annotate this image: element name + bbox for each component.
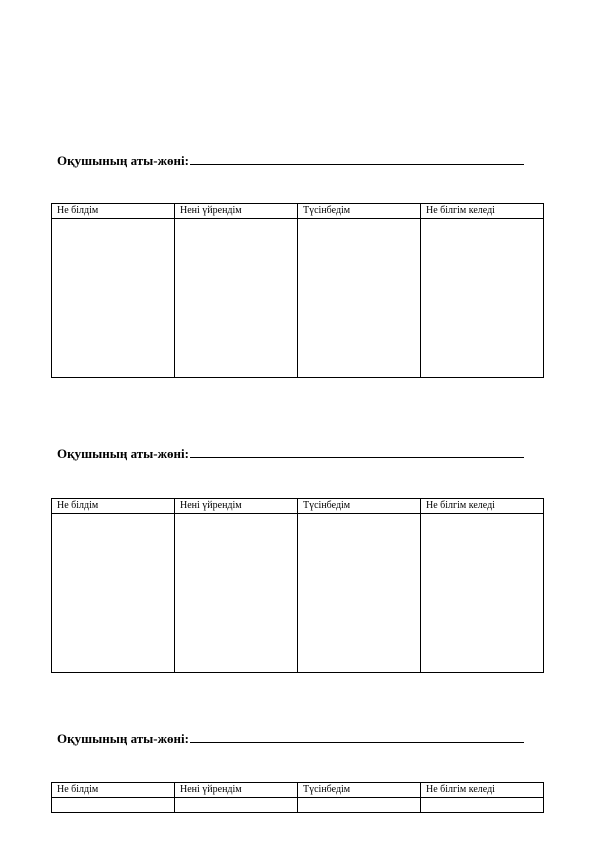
answer-cell[interactable]	[52, 219, 175, 378]
table-row	[52, 514, 544, 673]
answer-cell[interactable]	[52, 798, 175, 813]
answer-cell[interactable]	[421, 219, 544, 378]
answer-cell[interactable]	[175, 219, 298, 378]
column-header-didnt-understand: Түсінбедім	[298, 783, 421, 798]
column-header-what-i-knew: Не білдім	[52, 204, 175, 219]
student-name-blank[interactable]	[190, 730, 524, 743]
answer-cell[interactable]	[175, 798, 298, 813]
column-header-what-i-knew: Не білдім	[52, 499, 175, 514]
reflection-table-1	[51, 203, 544, 378]
student-name-blank[interactable]	[190, 152, 524, 165]
table-header-row	[52, 499, 544, 514]
reflection-table-2	[51, 498, 544, 673]
column-header-didnt-understand: Түсінбедім	[298, 499, 421, 514]
answer-cell[interactable]	[421, 514, 544, 673]
table-header-row	[52, 783, 544, 798]
student-name-label: Оқушының аты-жөні:	[57, 731, 189, 746]
answer-cell[interactable]	[298, 219, 421, 378]
answer-cell[interactable]	[421, 798, 544, 813]
student-name-label: Оқушының аты-жөні:	[57, 446, 189, 461]
student-name-line-2	[57, 445, 524, 462]
student-name-blank[interactable]	[190, 445, 524, 458]
column-header-what-i-learned: Нені үйрендім	[175, 783, 298, 798]
table-row	[52, 219, 544, 378]
column-header-what-i-knew: Не білдім	[52, 783, 175, 798]
reflection-table-3	[51, 782, 544, 813]
column-header-didnt-understand: Түсінбедім	[298, 204, 421, 219]
table-header-row	[52, 204, 544, 219]
answer-cell[interactable]	[298, 798, 421, 813]
student-name-line-1	[57, 152, 524, 169]
column-header-want-to-know: Не білгім келеді	[421, 499, 544, 514]
student-name-label: Оқушының аты-жөні:	[57, 153, 189, 168]
answer-cell[interactable]	[52, 514, 175, 673]
table-row	[52, 798, 544, 813]
answer-cell[interactable]	[175, 514, 298, 673]
student-name-line-3	[57, 730, 524, 747]
column-header-what-i-learned: Нені үйрендім	[175, 204, 298, 219]
column-header-want-to-know: Не білгім келеді	[421, 204, 544, 219]
column-header-want-to-know: Не білгім келеді	[421, 783, 544, 798]
column-header-what-i-learned: Нені үйрендім	[175, 499, 298, 514]
answer-cell[interactable]	[298, 514, 421, 673]
